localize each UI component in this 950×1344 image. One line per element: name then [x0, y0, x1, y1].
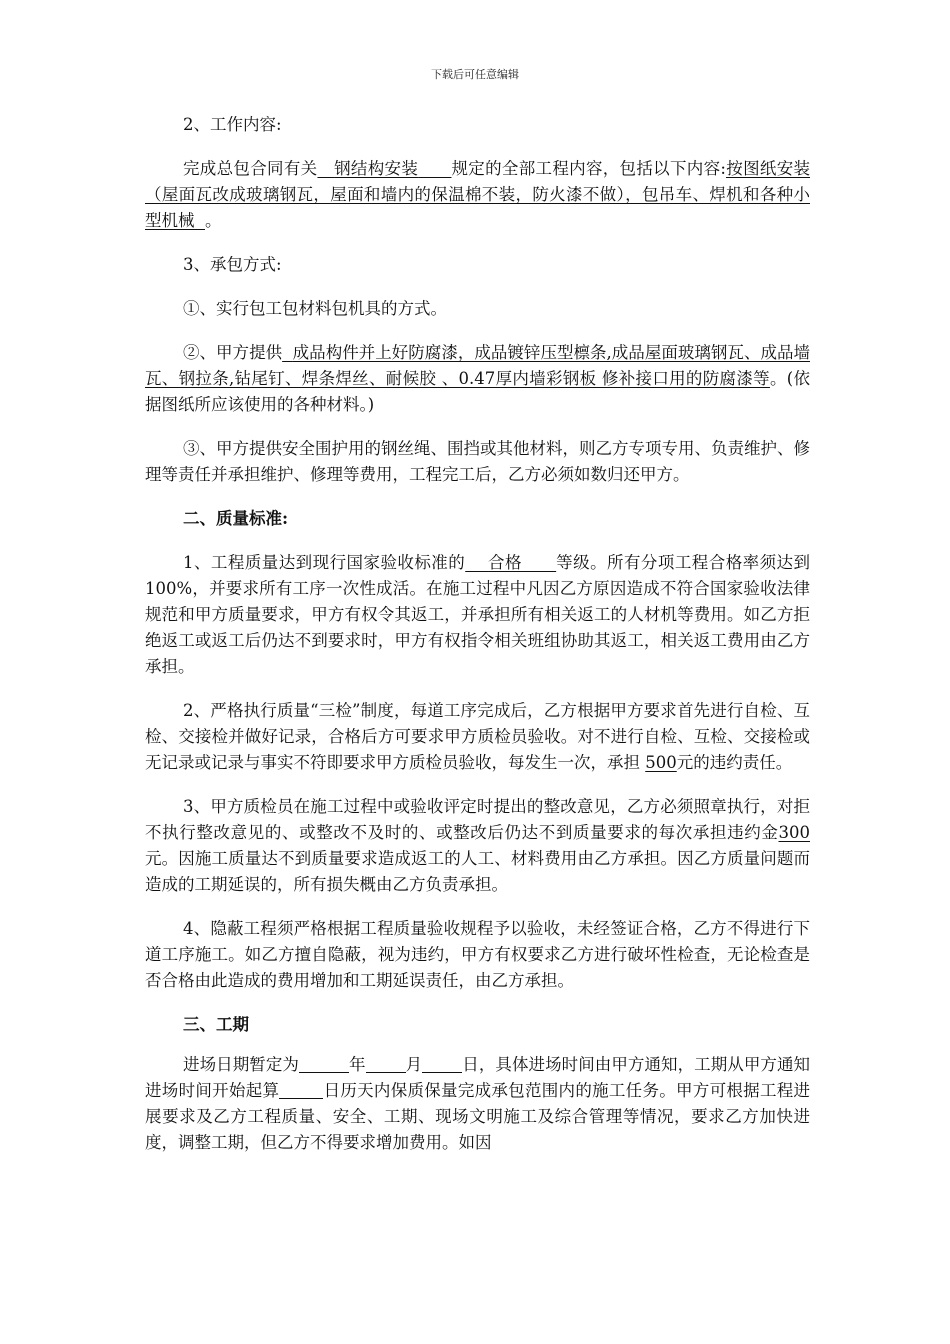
text-run: 等级。所有分项工程合格率须达到100%，并要求所有工序一次性成活。在施工过程中凡因乙方原因造成不符合国家验收法律规范和甲方质量要求，甲方有权令其返工，并承担所有相关返工的人材机等费用。如乙方拒绝返工或返工后仍达不到要求时，甲方有权指令相关班组协助其返工，相关返工费用由乙方承担。 [145, 553, 811, 676]
contract-mode-item-1: ①、实行包工包材料包机具的方式。 [183, 299, 447, 318]
text-run: 1、工程质量达到现行国家验收标准的 [183, 553, 466, 572]
scope-value: 钢结构安装 [334, 159, 419, 178]
underline-tail [195, 211, 206, 230]
text-run: 3、甲方质检员在施工过程中或验收评定时提出的整改意见，乙方必须照章执行，对拒不执行整改意见的、或整改不及时的、或整改后仍达不到质量要求的每次承担违约金 [145, 797, 810, 842]
filled-field-scope-detail: 按图纸安装（屋面瓦改成玻璃钢瓦，屋面和墙内的保温棉不装，防火漆不做），包吊车、焊机和各种小型机械 [145, 159, 811, 230]
text-run: 规定的全部工程内容，包括以下内容: [451, 159, 726, 178]
filled-field-penalty-300: 300 [778, 823, 810, 842]
materials-value: 成品构件并上好防腐漆，成品镀锌压型檩条,成品屋面玻璃钢瓦、成品墙瓦、钢拉条,钻尾钉、焊条焊丝、耐候胶 、0.47厚内墙彩钢板 修补接口用的防腐漆等 [145, 343, 810, 388]
section-heading-quality: 二、质量标准: [183, 509, 289, 528]
text-run: 进场日期暂定为 [183, 1055, 299, 1074]
text-run: 元。因施工质量达不到质量要求造成返工的人工、材料费用由乙方承担。因乙方质量问题而造成的工期延误的，所有损失概由乙方负责承担。 [145, 849, 810, 894]
text-run: 。 [205, 211, 222, 230]
schedule-paragraph [145, 1052, 810, 1156]
text-run: ②、甲方提供 [183, 343, 283, 362]
text-run: 日，具体进场时间由甲方通知，工期从甲方通知进场时间开始起算 [145, 1055, 810, 1100]
quality-clause-3 [145, 794, 810, 898]
quality-clause-2 [145, 698, 810, 776]
section-heading-work-content: 2、工作内容: [183, 115, 282, 134]
text-run: 。(依据图纸所应该使用的各种材料。) [145, 369, 810, 414]
blank-duration-days[interactable] [279, 1080, 323, 1099]
blank-year[interactable] [299, 1054, 349, 1073]
contract-mode-item-3: ③、甲方提供安全围护用的钢丝绳、围挡或其他材料，则乙方专项专用、负责维护、修理等责任并承担维护、修理等费用，工程完工后，乙方必须如数归还甲方。 [145, 439, 810, 484]
filled-field-penalty-500: 500 [645, 753, 677, 772]
blank-day[interactable] [422, 1054, 462, 1073]
text-run: 2、严格执行质量“三检”制度，每道工序完成后，乙方根据甲方要求首先进行自检、互检、交接检并做好记录，合格后方可要求甲方质检员验收。对不进行自检、互检、交接检或无记录或记录与事实不符即要求甲方质检员验收，每发生一次，承担 [145, 701, 810, 772]
section-heading-contract-mode: 3、承包方式: [183, 255, 282, 274]
quality-clause-4: 4、隐蔽工程须严格根据工程质量验收规程予以验收，未经签证合格，乙方不得进行下道工序施工。如乙方擅自隐蔽，视为违约，甲方有权要求乙方进行破坏性检查，无论检查是否合格由此造成的费用增加和工期延误责任，由乙方承担。 [145, 919, 810, 990]
blank-month[interactable] [366, 1054, 406, 1073]
section-heading-schedule: 三、工期 [183, 1015, 249, 1034]
grade-value: 合格 [488, 553, 522, 572]
page-header-note: 下载后可任意编辑 [431, 68, 519, 81]
text-run: 日历天内保质保量完成承包范围内的施工任务。甲方可根据工程进展要求及乙方工程质量、安全、工期、现场文明施工及综合管理等情况，要求乙方加快进度，调整工期，但乙方不得要求增加费用。如因 [145, 1081, 811, 1152]
filled-field-scope [317, 159, 451, 178]
contract-mode-item-2 [145, 340, 810, 418]
filled-field-grade [465, 553, 556, 572]
work-content-paragraph [145, 156, 810, 234]
quality-clause-1 [145, 550, 810, 680]
document-body [145, 112, 810, 1156]
text-run: 月 [405, 1055, 423, 1074]
text-run: 完成总包合同有关 [183, 159, 318, 178]
text-run: 年 [348, 1055, 366, 1074]
text-run: 元的违约责任。 [676, 753, 793, 772]
